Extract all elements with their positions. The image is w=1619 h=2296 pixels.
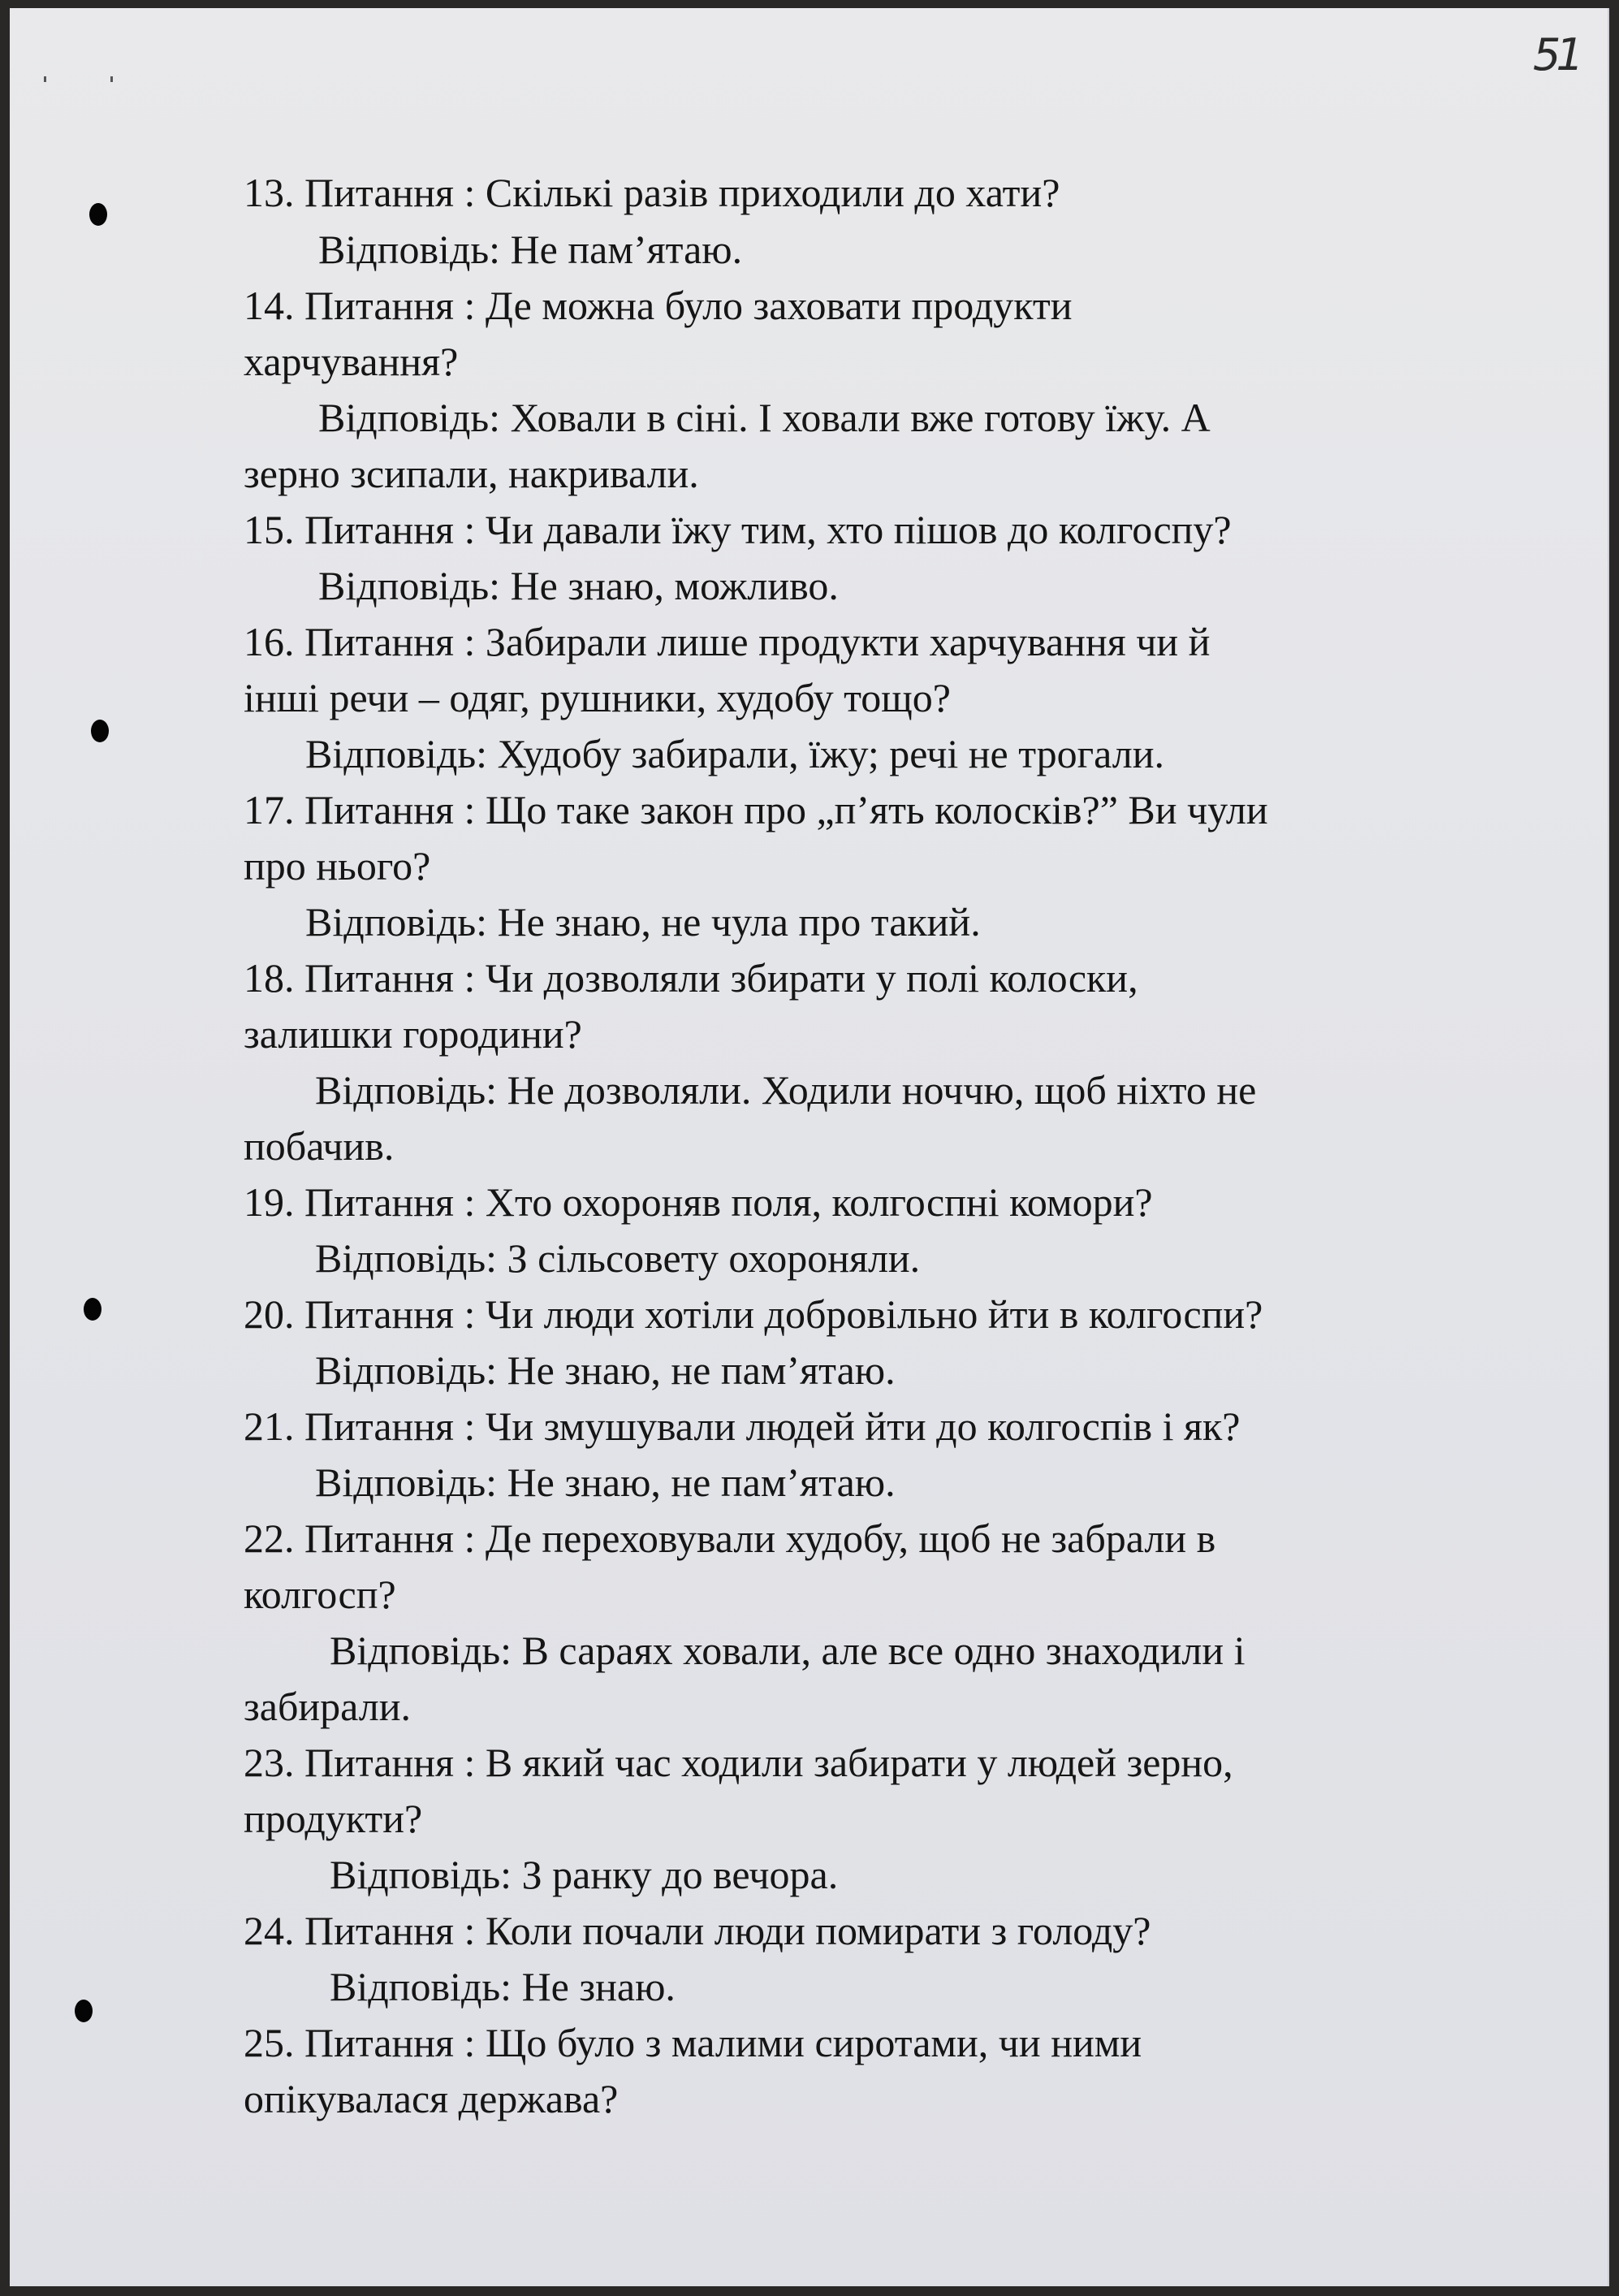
question-line: 19. Питання : Хто охороняв поля, колгоспні комори? xyxy=(244,1179,1153,1225)
question-line: 14. Питання : Де можна було заховати продукти xyxy=(244,283,1073,328)
question-line: 16. Питання : Забирали лише продукти харчування чи й xyxy=(244,619,1211,664)
answer-line: Відповідь: Не дозволяли. Ходили ноччю, щоб ніхто не xyxy=(315,1067,1257,1113)
punch-hole xyxy=(91,720,109,742)
answer-line: Відповідь: Не знаю, не пам’ятаю. xyxy=(315,1347,896,1393)
answer-line: побачив. xyxy=(244,1123,395,1169)
answer-line: Відповідь: З ранку до вечора. xyxy=(330,1852,839,1897)
question-line: 21. Питання : Чи змушували людей йти до колгоспів і як? xyxy=(244,1403,1241,1449)
question-line: колгосп? xyxy=(244,1572,396,1617)
answer-line: зерно зсипали, накривали. xyxy=(244,451,699,496)
question-line: 23. Питання : В який час ходили забирати у людей зерно, xyxy=(244,1740,1233,1785)
question-line: 22. Питання : Де переховували худобу, щоб не забрали в xyxy=(244,1516,1216,1561)
document-page xyxy=(10,8,1609,2286)
question-line: про нього? xyxy=(244,843,431,889)
question-line: 13. Питання : Скількі разів приходили до хати? xyxy=(244,170,1060,215)
edge-mark xyxy=(110,76,113,82)
punch-hole xyxy=(89,203,107,226)
answer-line: Відповідь: Не пам’ятаю. xyxy=(318,227,743,272)
answer-line: Відповідь: Не знаю, не чула про такий. xyxy=(305,899,981,945)
question-line: 18. Питання : Чи дозволяли збирати у полі колоски, xyxy=(244,955,1138,1001)
answer-line: Відповідь: Ховали в сіні. І ховали вже готову їжу. А xyxy=(318,395,1211,440)
question-line: 24. Питання : Коли почали люди помирати з голоду? xyxy=(244,1908,1151,1953)
punch-hole xyxy=(75,2000,93,2022)
answer-line: Відповідь: Не знаю, можливо. xyxy=(318,563,839,608)
answer-line: Відповідь: З сільсовету охороняли. xyxy=(315,1235,921,1281)
question-line: продукти? xyxy=(244,1796,423,1841)
answer-line: забирали. xyxy=(244,1684,411,1729)
answer-line: Відповідь: Худобу забирали, їжу; речі не трогали. xyxy=(305,731,1165,776)
question-line: 15. Питання : Чи давали їжу тим, хто пішов до колгоспу? xyxy=(244,507,1232,552)
question-line: інші речи – одяг, рушники, худобу тощо? xyxy=(244,675,951,720)
answer-line: Відповідь: Не знаю, не пам’ятаю. xyxy=(315,1459,896,1505)
page-number: 51 xyxy=(1533,29,1579,80)
question-line: залишки городини? xyxy=(244,1011,582,1057)
question-line: опікувалася держава? xyxy=(244,2076,619,2121)
edge-mark xyxy=(44,76,46,82)
question-line: 20. Питання : Чи люди хотіли добровільно йти в колгоспи? xyxy=(244,1291,1263,1337)
question-line: 17. Питання : Що таке закон про „п’ять колосків?” Ви чули xyxy=(244,787,1268,832)
punch-hole xyxy=(84,1298,101,1321)
answer-line: Відповідь: Не знаю. xyxy=(330,1964,676,2009)
question-line: 25. Питання : Що було з малими сиротами, чи ними xyxy=(244,2020,1142,2065)
question-line: харчування? xyxy=(244,339,459,384)
answer-line: Відповідь: В сараях ховали, але все одно знаходили і xyxy=(330,1628,1246,1673)
